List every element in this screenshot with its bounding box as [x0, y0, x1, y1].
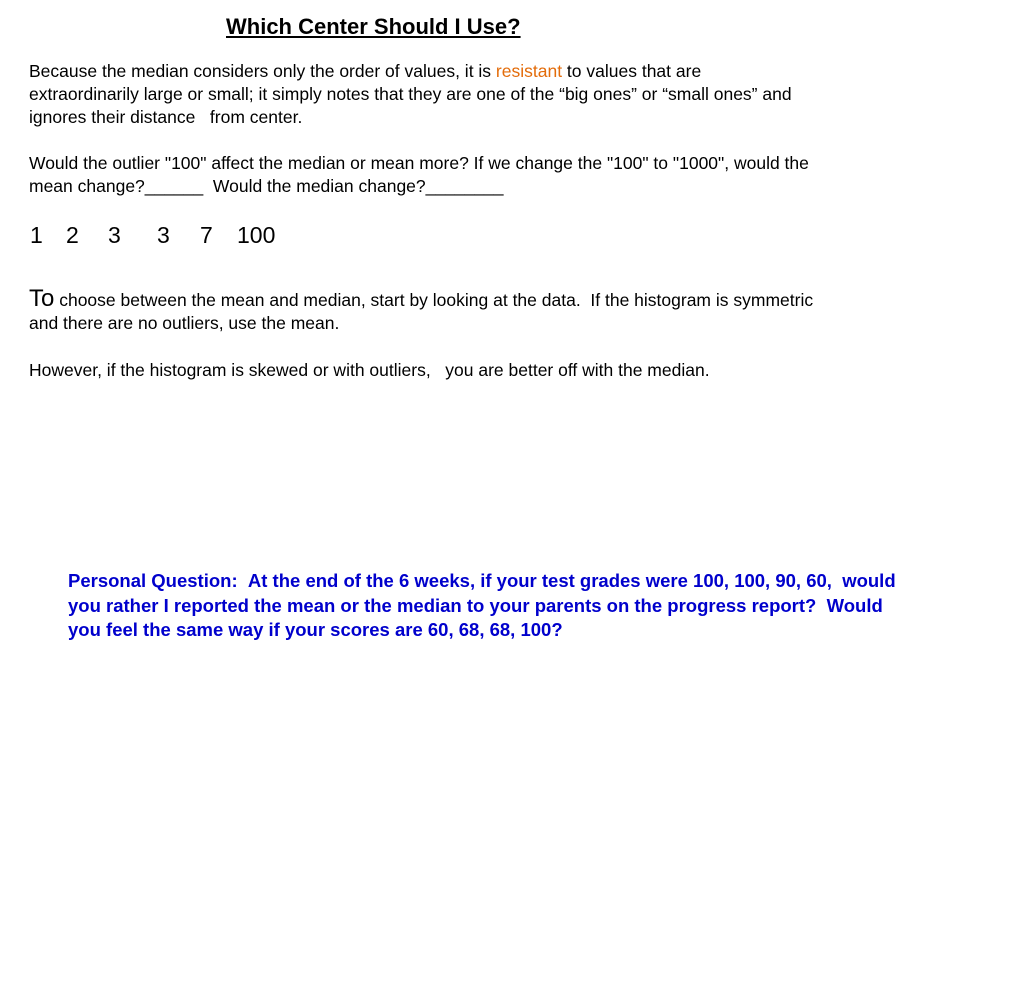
data-value: 3: [157, 222, 170, 248]
choose-center-paragraph: [29, 287, 909, 335]
choose-center-text: choose between the mean and median, start by looking at the data. If the histogram is symmetric: [54, 290, 814, 310]
outlier-question: [29, 152, 909, 198]
page-title: Which Center Should I Use?: [226, 14, 521, 39]
choose-center-line-1: [29, 287, 909, 312]
outlier-question-line-1: Would the outlier "100" affect the median or mean more? If we change the "100" to "1000", would the: [29, 153, 809, 173]
resistance-text-before: Because the median considers only the order of values, it is: [29, 61, 496, 81]
skewed-line: However, if the histogram is skewed or with outliers, you are better off with the median.: [29, 360, 710, 380]
resistance-line-3: ignores their distance from center.: [29, 107, 303, 127]
choose-center-first-word: To: [29, 285, 55, 312]
personal-question-line-3: you feel the same way if your scores are 60, 68, 68, 100?: [68, 619, 563, 640]
resistant-highlight: resistant: [495, 61, 563, 81]
resistance-text-after: to values that are: [562, 61, 702, 81]
data-value: 1: [30, 222, 43, 248]
choose-center-line-2: and there are no outliers, use the mean.: [29, 313, 340, 333]
data-value: 100: [237, 222, 276, 248]
data-value: 3: [108, 222, 121, 248]
personal-question-line-2: you rather I reported the mean or the median to your parents on the progress report? Would: [68, 594, 883, 616]
outlier-question-line-2: mean change?______ Would the median change?________: [29, 176, 504, 196]
skewed-paragraph: [29, 359, 909, 382]
data-values: [30, 222, 275, 249]
resistance-line-2: extraordinarily large or small; it simply notes that they are one of the “big ones” or “small ones” and: [29, 84, 792, 104]
data-value: 2: [66, 222, 79, 248]
personal-question-line-1: Personal Question: At the end of the 6 weeks, if your test grades were 100, 100, 90, 60, would: [68, 570, 896, 591]
data-value: 7: [200, 222, 213, 248]
resistance-line-1: [29, 60, 909, 83]
personal-question: [68, 569, 1008, 643]
resistance-paragraph: [29, 60, 909, 129]
